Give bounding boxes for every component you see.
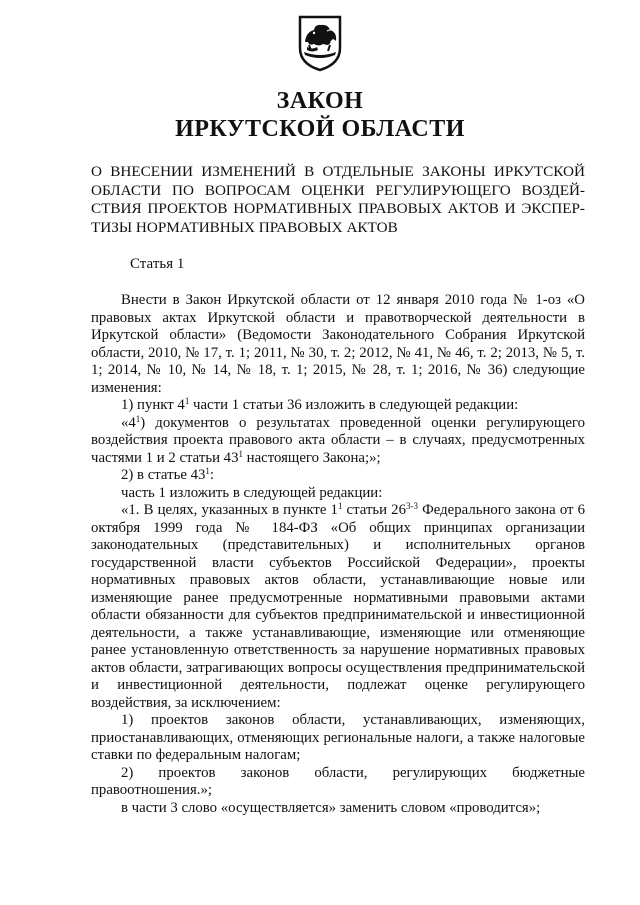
exception-2: 2) проектов законов области, регулирующих бюджетные правоотношения.»; xyxy=(91,764,585,798)
coat-of-arms-icon xyxy=(297,14,343,72)
heading-line: СТВИЯ ПРОЕКТОВ НОРМАТИВНЫХ ПРАВОВЫХ АКТОВ И ЭКСПЕР- xyxy=(91,200,585,217)
superscript: 1 xyxy=(337,501,343,511)
item-2 xyxy=(91,467,585,485)
heading-line: ОБЛАСТИ ПО ВОПРОСАМ ОЦЕНКИ РЕГУЛИРУЮЩЕГО ВОЗДЕЙ- xyxy=(91,181,585,199)
superscript: 1 xyxy=(238,448,243,459)
quoted-part-1 xyxy=(91,502,585,712)
item-1-new-text-part: «4 xyxy=(121,414,136,431)
item-2-text: : xyxy=(209,467,215,483)
quote-text: Федерального закона от 6 октября 1999 года № 184-ФЗ «Об общих принципах организации законодательных (представительных) и исполнительных органов государственной власти субъектов Российской Федерации», проекты нормативных правовых актов области, устанавливающие новые или изменяющие ранее предусмотренные нормативными правовыми актами области обязанности для субъектов предпринимательской и инвестиционной деятельности, а также устанавливающие, изменяющие или отменяющие ранее установленную ответственность за нарушение нормативных правовых актов области, затрагивающих вопросы осуществления предпринимательской и инвестиционной деятельности, подлежат оценке регулирующего воздействия, за исключением: xyxy=(91,502,586,711)
quote-text: статьи 26 xyxy=(342,502,406,518)
superscript: 3-3 xyxy=(405,501,418,511)
superscript: 1 xyxy=(135,413,141,424)
intro-paragraph: Внести в Закон Иркутской области от 12 января 2010 года № 1-оз «О правовых актах Иркутской области и правотворческой деятельности в Иркутской области» (Ведомости Законодательного Собрания Иркутской области, 2010, № 17, т. 1; 2011, № 30, т. 2; 2012, № 41, № 46, т. 2; 2013, № 5, т. 1; 2014, № 10, № 14, № 18, т. 1; 2015, № 28, т. 1; 2016, № 36) следующие изменения: xyxy=(91,292,585,396)
item-1-new-text xyxy=(91,415,585,468)
item-1-text: 1) пункт 4 xyxy=(121,397,185,413)
part-3-change: в части 3 слово «осуществляется» заменить словом «проводится»; xyxy=(121,799,541,816)
law-heading xyxy=(91,163,585,237)
law-region-title: ИРКУТСКОЙ ОБЛАСТИ xyxy=(175,116,465,142)
item-2-text: 2) в статье 43 xyxy=(121,467,206,483)
document-body xyxy=(91,292,585,817)
item-2-part: часть 1 изложить в следующей редакции: xyxy=(121,484,383,501)
heading-line: О ВНЕСЕНИИ ИЗМЕНЕНИЙ В ОТДЕЛЬНЫЕ ЗАКОНЫ ИРКУТСКОЙ xyxy=(91,163,585,180)
superscript: 1 xyxy=(184,396,190,406)
article-label: Статья 1 xyxy=(130,256,185,272)
superscript: 1 xyxy=(205,466,210,476)
item-1-text: части 1 статьи 36 изложить в следующей редакции: xyxy=(189,397,519,413)
heading-line: ТИЗЫ НОРМАТИВНЫХ ПРАВОВЫХ АКТОВ xyxy=(91,218,398,236)
item-1-new-text-part: ) документов о результатах проведенной оценки регулирующего воздействия проекта правового акта области – в случаях, предусмотренных частями 1 и 2 статьи 43 xyxy=(91,414,585,466)
quote-text: «1. В целях, указанных в пункте 1 xyxy=(121,502,338,518)
law-title: ЗАКОН xyxy=(276,88,364,114)
item-1-new-text-part: настоящего Закона;»; xyxy=(242,449,381,466)
exception-1: 1) проектов законов области, устанавливающих, изменяющих, приостанавливающих, отменяющих региональные налоги, а также налоговые ставки по федеральным налогам; xyxy=(91,712,585,763)
item-1 xyxy=(91,397,585,415)
